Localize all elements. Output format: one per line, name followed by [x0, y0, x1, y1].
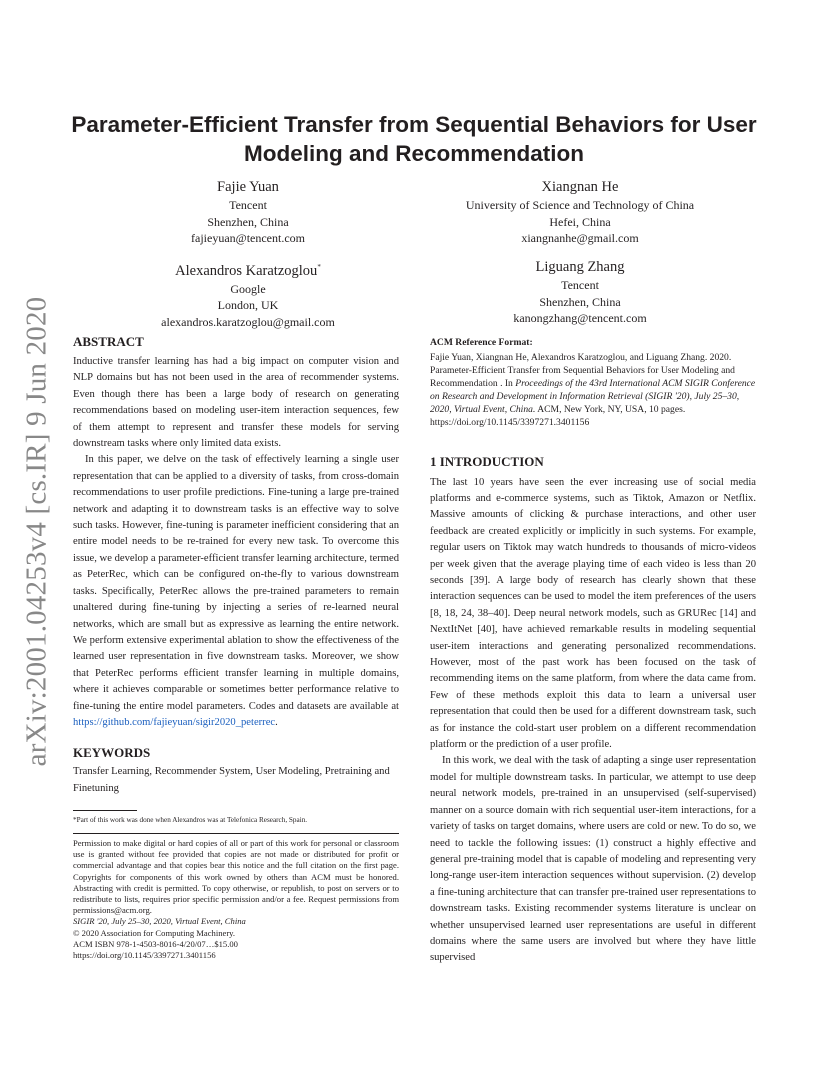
paper-title	[40, 110, 788, 168]
author-name-wrap	[118, 258, 378, 281]
abstract-heading: ABSTRACT	[73, 334, 144, 349]
arxiv-stamp: arXiv:2001.04253v4 [cs.IR] 9 Jun 2020	[20, 296, 53, 767]
acm-ref-heading: ACM Reference Format:	[430, 337, 533, 348]
author-footnote-mark: *	[317, 263, 321, 271]
acm-ref-text: Fajie Yuan, Xiangnan He, Alexandros Karatzoglou, and Liguang Zhang. 2020. Parameter-Efficient Transfer from Sequential Behaviors for User Modeling and Recommendation . In	[430, 352, 735, 390]
author-footnote: *Part of this work was done when Alexandros was at Telefonica Research, Spain.	[73, 816, 308, 824]
copyright-line: © 2020 Association for Computing Machinery.	[73, 927, 236, 938]
title-line-2: Modeling and Recommendation	[243, 141, 585, 166]
abstract-paragraph-2	[73, 452, 399, 731]
author-location: London, UK	[217, 298, 279, 313]
author-block-1	[118, 178, 378, 247]
author-location: Shenzhen, China	[539, 294, 621, 309]
author-name: Xiangnan He	[541, 179, 619, 195]
intro-paragraph-2: In this work, we deal with the task of adapting a singe user representation model for multiple downstream tasks. In particular, we attempt to use deep neural network models, pre-trained in an unsupervised (self-supervised) manner on a source domain with rich sequential user-item interactions, for a variety of tasks on target domains, where users are cold or new. To do so, we need to tackle the following issues: (1) construct a highly effective and general pre-training model that is capable of modeling and representing very long-range user-item interaction sequences without supervision. (2) develop a fine-tuning architecture that can transfer pre-trained user representations to downstream tasks. Existing recommender systems literature is unclear on whether unsupervised learned user representations are useful in different domains where the same users are involved but where they have little supervised	[430, 755, 756, 964]
author-affiliation: University of Science and Technology of China	[465, 198, 695, 212]
author-email: kanongzhang@tencent.com	[513, 311, 647, 325]
left-column	[73, 334, 399, 797]
author-affiliation: Google	[230, 281, 266, 296]
acm-ref-body	[430, 351, 756, 430]
intro-heading: 1 INTRODUCTION	[430, 453, 544, 469]
right-column	[430, 337, 756, 967]
author-affiliation: Tencent	[229, 198, 267, 212]
keywords-text: Transfer Learning, Recommender System, User Modeling, Pretraining and Finetuning	[73, 766, 390, 794]
author-name: Alexandros Karatzoglou	[175, 262, 318, 279]
link-period: .	[275, 716, 278, 728]
code-link[interactable]: https://github.com/fajieyuan/sigir2020_peterrec	[73, 716, 276, 728]
author-name: Fajie Yuan	[217, 179, 279, 195]
author-affiliation: Tencent	[561, 278, 599, 292]
permission-rule	[73, 833, 399, 834]
author-location: Shenzhen, China	[207, 214, 289, 229]
author-block-4	[450, 258, 710, 327]
isbn-line: ACM ISBN 978-1-4503-8016-4/20/07…$15.00	[73, 938, 238, 949]
author-email: xiangnanhe@gmail.com	[521, 231, 639, 245]
footnote-rule	[73, 810, 137, 811]
abstract-paragraph-1: Inductive transfer learning has had a big impact on computer vision and NLP domains but has not been used in the area of recommender systems. Even though there has been a large body of research on generating recommendations based on modeling user-item interaction sequences, few of them attempt to represent and transfer these models for serving downstream tasks where only limited data exists.	[73, 356, 399, 450]
author-email: alexandros.karatzoglou@gmail.com	[161, 314, 335, 329]
author-email: fajieyuan@tencent.com	[191, 231, 305, 245]
intro-paragraph-1: The last 10 years have seen the ever increasing use of social media platforms and e-commerce systems, such as Tiktok, Amazon or Netflix. Massive amounts of clicking & purchase interactions, and other user feedback are created explicitly or implicitly in such systems. For example, regular users on Tiktok may watch hundreds to thousands of micro-videos per week given that the average playing time of each video is less than 20 seconds [39]. A large body of research has clearly shown that these interaction sequences can be used to model the item preferences of the users [8, 18, 24, 38–40]. Deep neural network models, such as GRURec [14] and NextItNet [40], have achieved remarkable results in modeling sequential user-item interactions and generating personalized recommendations. However, most of the past work has been focused on the task of recommending items on the same platform, from where the data came from. Few of these methods exploit this data to learn a universal user representation that could then be used for a different downstream task, such as for instance the cold-start user problem on a different recommendation platform or the prediction of a user profile.	[430, 476, 756, 751]
author-block-2	[440, 178, 720, 247]
author-name: Liguang Zhang	[535, 259, 625, 275]
author-block-3	[118, 258, 378, 330]
abstract-paragraph-2-text: In this paper, we delve on the task of effectively learning a single user representation that can be applied to a diversity of tasks, from cross-domain recommendations to user profile predictions. Fine-tuning a large pre-trained network and adapting it to downstream tasks is an effective way to solve such tasks. However, fine-tuning is parameter inefficient considering that an entire model needs to be re-trained for every new task. To overcome this issue, we develop a parameter-efficient transfer learning architecture, termed as PeterRec, which can be configured on-the-fly to various downstream tasks. Specifically, PeterRec allows the pre-trained parameters to remain unaltered during fine-tuning by injecting a series of re-learned neural networks, which are small but as expressive as learning the entire network. We perform extensive experimental ablation to show the effectiveness of the learned user representation in five downstream tasks. Moreover, we show that PeterRec performs efficient transfer learning in multiple domains, where it achieves comparable or sometimes better performance relative to fine-tuning the entire model parameters. Codes and datasets are available at	[73, 454, 399, 712]
title-line-1: Parameter-Efficient Transfer from Sequential Behaviors for User	[71, 112, 757, 137]
venue-line: SIGIR '20, July 25–30, 2020, Virtual Event, China	[73, 916, 246, 927]
acm-ref-tail: ACM, New York, NY, USA, 10 pages. https://doi.org/10.1145/3397271.3401156	[430, 404, 686, 429]
intro-body	[430, 475, 756, 967]
author-location: Hefei, China	[549, 214, 611, 229]
permission-text: Permission to make digital or hard copies of all or part of this work for personal or classroom use is granted without fee provided that copies are not made or distributed for profit or commercial advantage and that copies bear this notice and the full citation on the first page. Copyrights for components of this work owned by others than ACM must be honored. Abstracting with credit is permitted. To copy otherwise, or republish, to post on servers or to redistribute to lists, requires prior specific permission and/or a fee. Request permissions from permissions@acm.org.	[73, 838, 399, 916]
abstract-body	[73, 354, 399, 731]
doi-line: https://doi.org/10.1145/3397271.3401156	[73, 950, 216, 961]
acm-ref-proceedings: Proceedings of the 43rd International ACM SIGIR Conference on Research and Development in Information Retrieval (SIGIR '20), July 25–30, 2020, Virtual Event, China.	[430, 378, 756, 416]
permission-block	[73, 838, 399, 961]
keywords-heading: KEYWORDS	[73, 745, 151, 761]
